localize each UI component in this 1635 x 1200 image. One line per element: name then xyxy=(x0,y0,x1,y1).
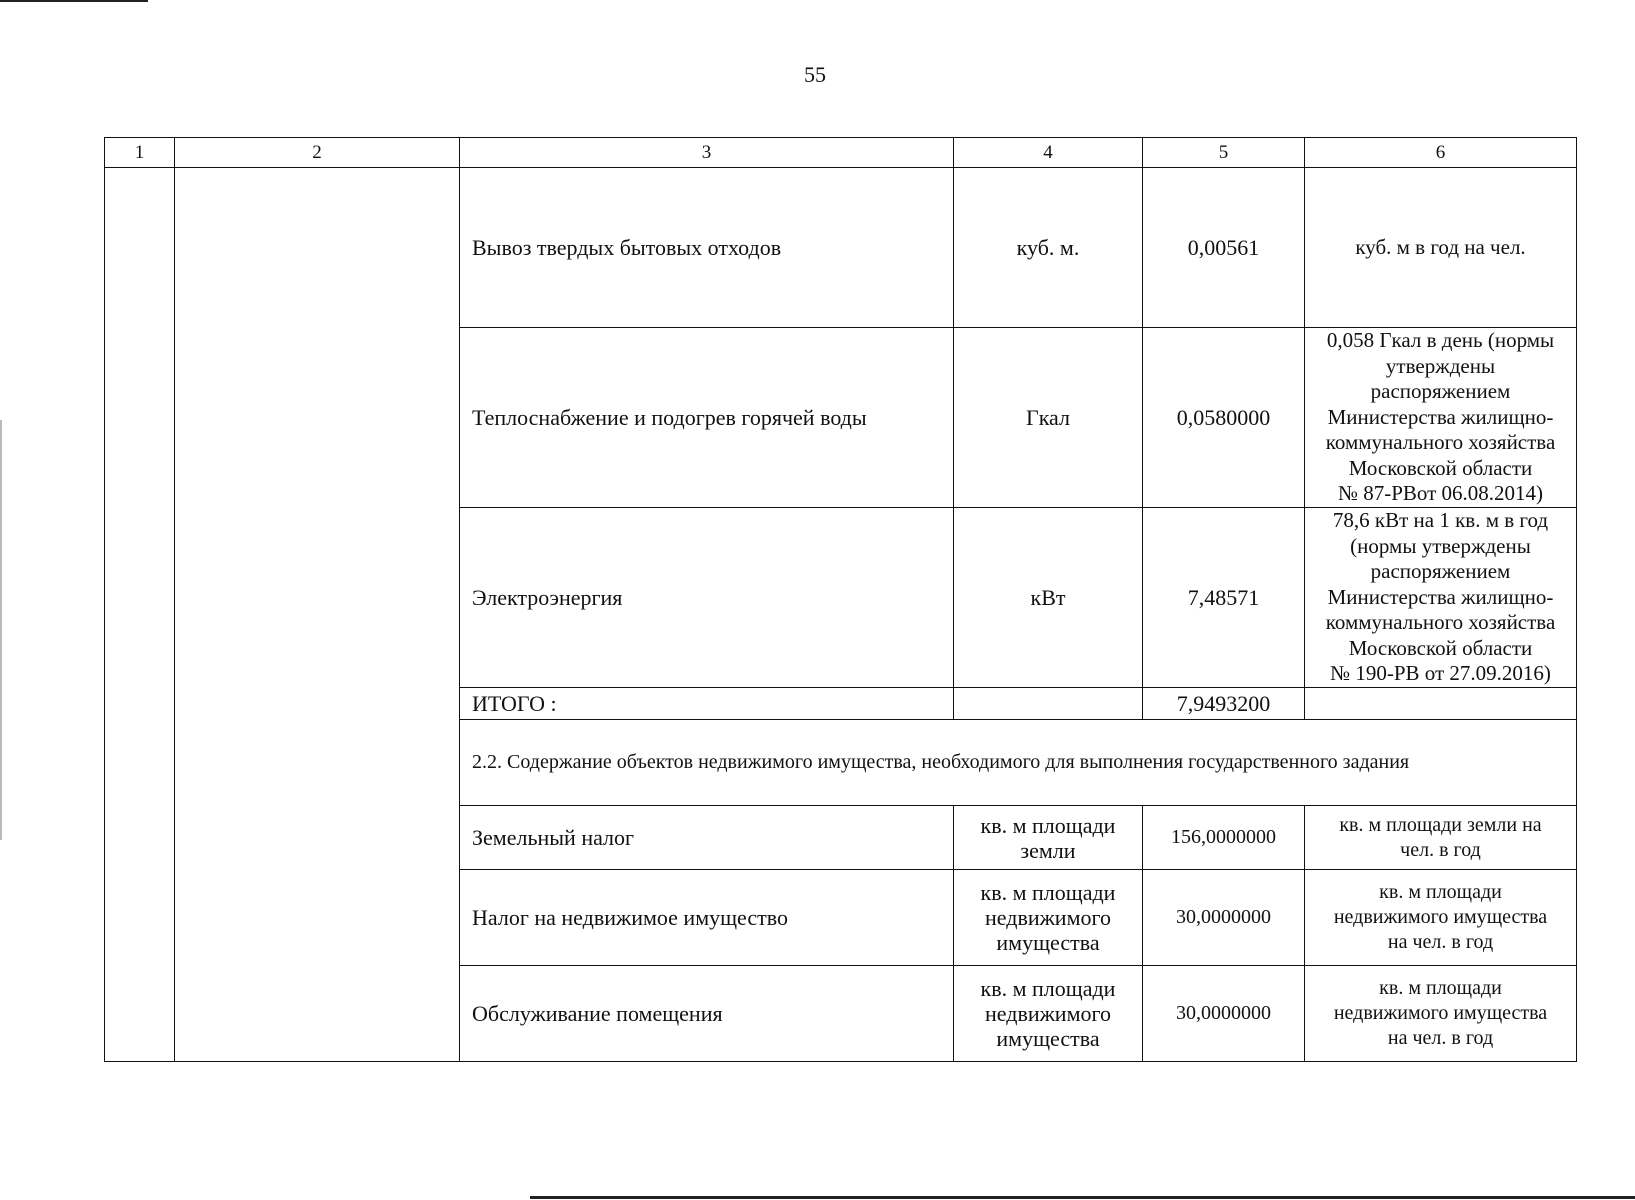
unit-line: кв. м площади xyxy=(980,880,1116,905)
cell-column-1-empty xyxy=(105,168,175,1062)
unit-line: недвижимого xyxy=(985,1001,1111,1026)
column-number: 6 xyxy=(1305,138,1577,168)
service-name: Теплоснабжение и подогрев горячей воды xyxy=(460,328,954,508)
value-cell: 0,0580000 xyxy=(1143,328,1305,508)
unit-cell: куб. м. xyxy=(954,168,1143,328)
cell-column-2-empty xyxy=(175,168,460,1062)
unit-cell xyxy=(954,870,1143,966)
note-line: распоряжением xyxy=(1370,379,1511,404)
value-cell: 30,0000000 xyxy=(1143,870,1305,966)
unit-cell xyxy=(954,966,1143,1062)
note-cell xyxy=(1305,966,1577,1062)
note-cell xyxy=(1305,870,1577,966)
note-line: кв. м площади земли на xyxy=(1339,813,1542,836)
total-value: 7,9493200 xyxy=(1143,688,1305,720)
service-name: Налог на недвижимое имущество xyxy=(460,870,954,966)
value-cell: 7,48571 xyxy=(1143,508,1305,688)
note-line: на чел. в год xyxy=(1387,1027,1494,1049)
note-line: чел. в год xyxy=(1400,838,1481,861)
note-line: коммунального хозяйства xyxy=(1325,430,1556,455)
note-cell xyxy=(1305,508,1577,688)
unit-cell xyxy=(954,806,1143,870)
section-title: 2.2. Содержание объектов недвижимого имущества, необходимого для выполнения государственного задания xyxy=(460,720,1577,806)
unit-line: кв. м площади xyxy=(980,812,1116,838)
column-number: 3 xyxy=(460,138,954,168)
note-line: недвижимого имущества xyxy=(1333,1002,1548,1024)
column-number: 2 xyxy=(175,138,460,168)
page-number: 55 xyxy=(804,62,826,87)
note-line: утверждены xyxy=(1385,353,1496,378)
note-line: Министерства жилищно- xyxy=(1327,584,1554,609)
note-line: кв. м площади xyxy=(1379,881,1502,903)
note-line: (нормы утверждены xyxy=(1350,533,1531,558)
value-cell: 30,0000000 xyxy=(1143,966,1305,1062)
scan-artifact-bottom-line xyxy=(530,1196,1635,1199)
total-note xyxy=(1305,688,1577,720)
total-label: ИТОГО : xyxy=(460,688,954,720)
column-number: 4 xyxy=(954,138,1143,168)
note-line: Московской области xyxy=(1348,635,1533,660)
note-line: распоряжением xyxy=(1370,559,1511,584)
note-line: недвижимого имущества xyxy=(1333,906,1548,928)
column-number: 5 xyxy=(1143,138,1305,168)
service-name: Электроэнергия xyxy=(460,508,954,688)
note-line: № 190-РВ от 27.09.2016) xyxy=(1330,661,1551,686)
note-line: 0,058 Гкал в день (нормы xyxy=(1326,328,1555,353)
note-cell: куб. м в год на чел. xyxy=(1305,168,1577,328)
table-row xyxy=(105,168,1577,328)
note-line: кв. м площади xyxy=(1379,977,1502,999)
scan-artifact-top-line xyxy=(0,0,148,2)
service-name: Вывоз твердых бытовых отходов xyxy=(460,168,954,328)
note-line: Московской области xyxy=(1348,455,1533,480)
note-line: на чел. в год xyxy=(1387,931,1494,953)
unit-line: земли xyxy=(1020,837,1076,863)
unit-cell: Гкал xyxy=(954,328,1143,508)
unit-line: имущества xyxy=(996,930,1100,955)
note-line: № 87-РВот 06.08.2014) xyxy=(1337,481,1544,506)
value-cell: 156,0000000 xyxy=(1143,806,1305,870)
unit-line: недвижимого xyxy=(985,905,1111,930)
total-unit xyxy=(954,688,1143,720)
note-line: 78,6 кВт на 1 кв. м в год xyxy=(1332,508,1549,533)
column-number-row xyxy=(105,138,1577,168)
unit-line: имущества xyxy=(996,1026,1100,1051)
unit-line: кв. м площади xyxy=(980,976,1116,1001)
service-name: Земельный налог xyxy=(460,806,954,870)
note-cell xyxy=(1305,806,1577,870)
scan-artifact-left-edge xyxy=(0,420,2,840)
column-number: 1 xyxy=(105,138,175,168)
unit-cell: кВт xyxy=(954,508,1143,688)
note-cell xyxy=(1305,328,1577,508)
note-line: Министерства жилищно- xyxy=(1327,404,1554,429)
norms-table xyxy=(104,137,1577,1062)
service-name: Обслуживание помещения xyxy=(460,966,954,1062)
note-line: коммунального хозяйства xyxy=(1325,610,1556,635)
value-cell: 0,00561 xyxy=(1143,168,1305,328)
